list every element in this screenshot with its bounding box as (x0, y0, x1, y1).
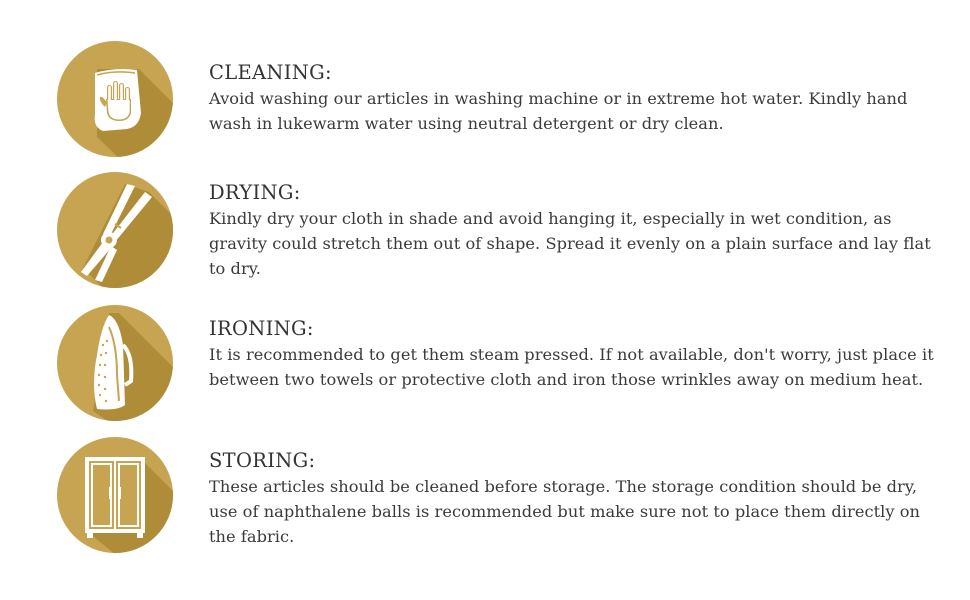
care-description: Kindly dry your cloth in shade and avoid hanging it, especially in wet condition, as gravity could stretch them out of shape. Spread it evenly on a plain surface and lay flat to dry. (209, 209, 931, 278)
clothespin-icon (57, 172, 173, 288)
wardrobe-icon (57, 437, 173, 553)
care-description: Avoid washing our articles in washing machine or in extreme hot water. Kindly hand wash in lukewarm water using neutral detergent or dry clean. (209, 89, 908, 133)
hand-wash-icon (57, 41, 173, 157)
care-description: These articles should be cleaned before storage. The storage condition should be dry, use of naphthalene balls is recommended but make sure not to place them directly on the fabric. (209, 477, 921, 546)
care-title: CLEANING: (209, 61, 332, 84)
care-description: It is recommended to get them steam pressed. If not available, don't worry, just place it between two towels or protective cloth and iron those wrinkles away on medium heat. (209, 345, 934, 389)
care-title: STORING: (209, 449, 316, 472)
care-title: IRONING: (209, 317, 314, 340)
iron-icon (57, 305, 173, 421)
care-title: DRYING: (209, 181, 301, 204)
